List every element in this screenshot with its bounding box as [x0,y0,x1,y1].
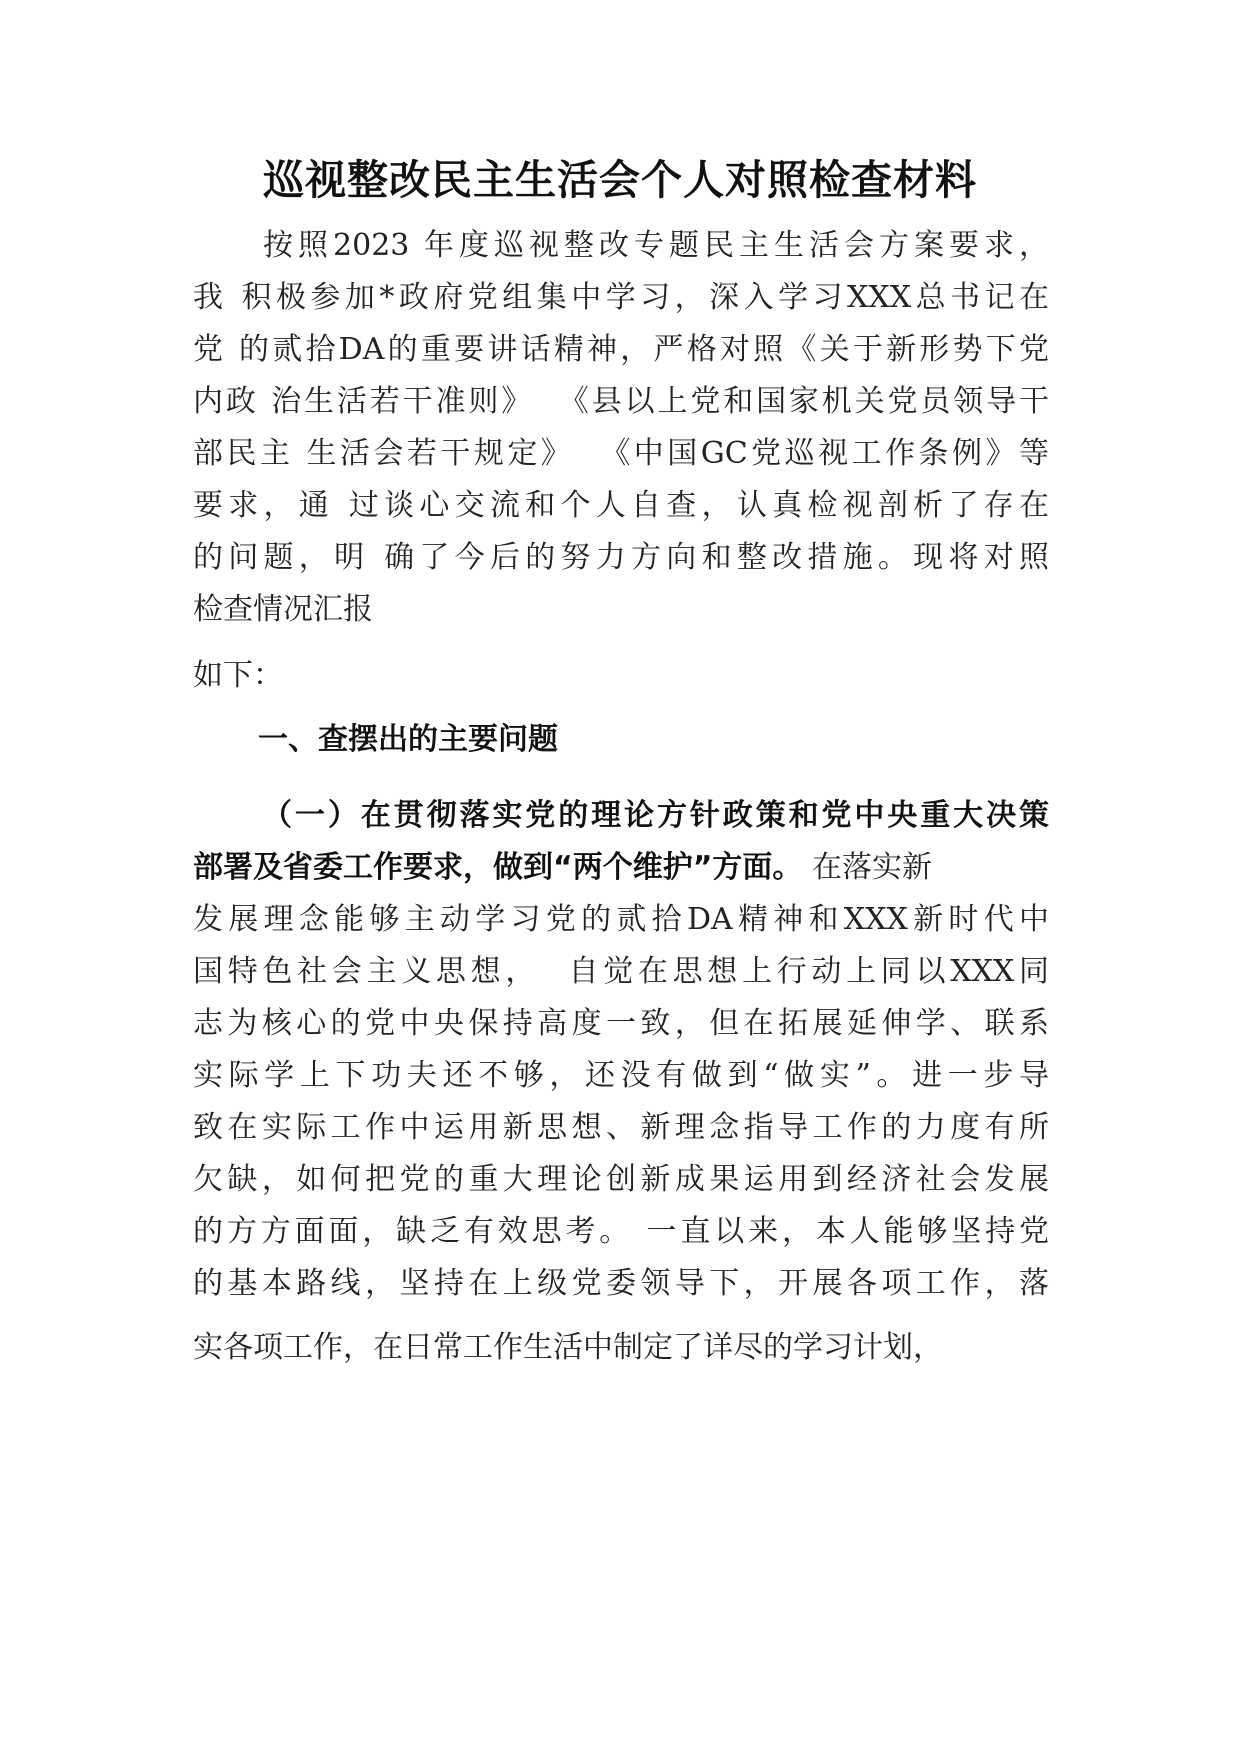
body-line: 国特色社会主义思想， 自觉在思想上行动上同以XXX同 [193,954,1049,989]
body-line: 致在实际工作中运用新思想、新理念指导工作的力度有所 [193,1110,1049,1145]
subsection-line-2 [193,842,1049,894]
subsection-heading-line-1: （一）在贯彻落实党的理论方针政策和党中央重大决策 [262,798,1049,833]
intro-line: 按照2023 年度巡视整改专题民主生活会方案要求， [193,228,1049,263]
body-line: 的基本路线，坚持在上级党委领导下，开展各项工作，落 [193,1266,1049,1301]
body-line: 实各项工作，在日常工作生活中制定了详尽的学习计划， [193,1330,943,1365]
intro-end-line: 如下： [193,658,283,693]
body-line: 志为核心的党中央保持高度一致，但在拓展延伸学、联系 [193,1006,1049,1041]
intro-line: 的问题，明 确了今后的努力方向和整改措施。现将对照 [193,540,1049,575]
intro-line: 内政 治生活若干准则》 《县以上党和国家机关党员领导干 [193,384,1049,419]
body-line: 的方方面面，缺乏有效思考。 一直以来，本人能够坚持党 [193,1214,1049,1249]
intro-line: 检查情况汇报 [193,592,373,627]
section-heading: 一、查摆出的主要问题 [258,722,558,757]
document-title: 巡视整改民主生活会个人对照检查材料 [263,156,977,204]
intro-line: 党 的贰拾DA的重要讲话精神，严格对照《关于新形势下党 [193,332,1049,367]
intro-line: 我 积极参加*政府党组集中学习，深入学习XXX总书记在 [193,280,1049,315]
body-line: 发展理念能够主动学习党的贰拾DA精神和XXX新时代中 [193,902,1049,937]
body-line: 欠缺，如何把党的重大理论创新成果运用到经济社会发展 [193,1162,1049,1197]
intro-line: 要求，通 过谈心交流和个人自查，认真检视剖析了存在 [193,488,1049,523]
intro-line: 部民主 生活会若干规定》 《中国GC党巡视工作条例》等 [193,436,1049,471]
subsection-line-2-tail: 在落实新 [802,850,932,885]
subsection-heading-line-2: 部署及省委工作要求，做到“两个维护”方面。 [193,850,803,885]
body-line: 实际学上下功夫还不够，还没有做到“做实”。进一步导 [193,1058,1049,1093]
